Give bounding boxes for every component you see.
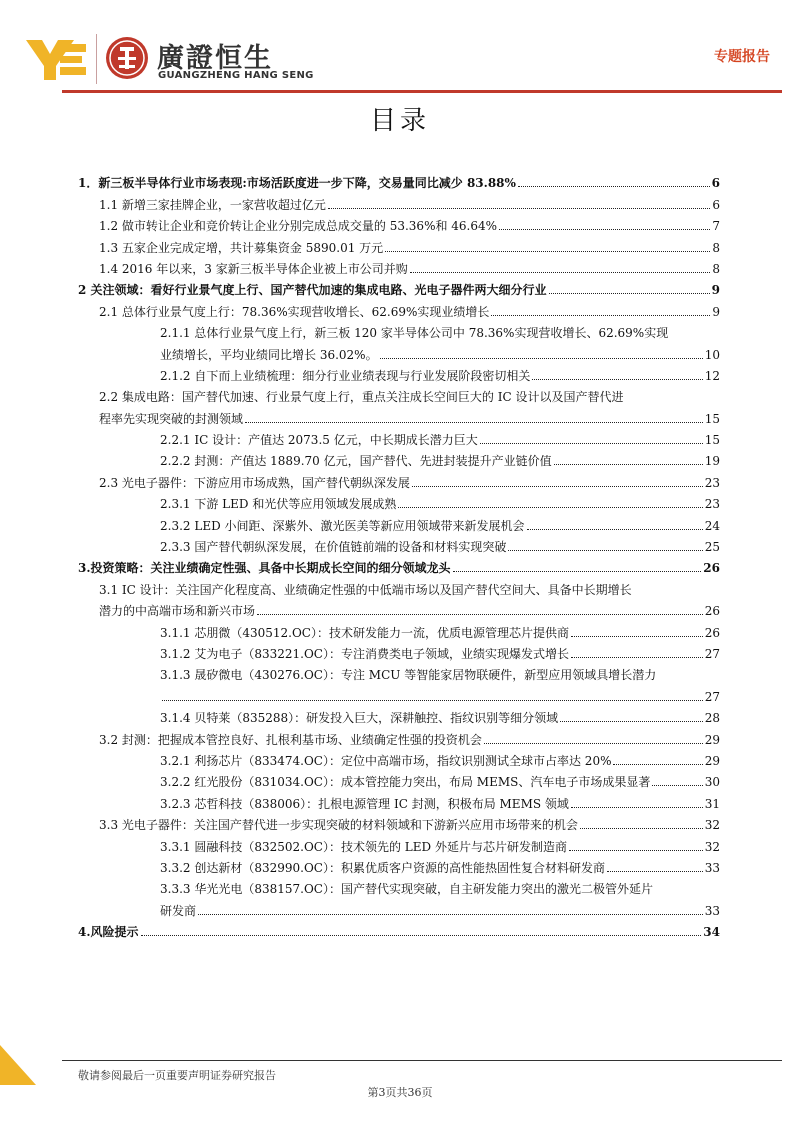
toc-page-number: 9 [711, 283, 720, 298]
toc-leader-dots [385, 251, 710, 252]
toc-entry[interactable] [78, 427, 720, 448]
toc-leader-dots [257, 614, 703, 615]
table-of-contents [78, 170, 720, 940]
toc-leader-dots [580, 828, 703, 829]
toc-leader-dots [532, 379, 702, 380]
toc-page-number: 29 [704, 753, 720, 768]
toc-page-number: 15 [704, 411, 720, 426]
toc-entry-text: 程率先实现突破的封测领域 [99, 411, 244, 426]
toc-leader-dots [453, 571, 702, 572]
toc-leader-dots [571, 636, 703, 637]
toc-page-number: 33 [704, 903, 720, 918]
toc-entry[interactable] [78, 320, 720, 341]
toc-leader-dots [613, 764, 702, 765]
toc-leader-dots [499, 229, 710, 230]
toc-page-number: 15 [704, 433, 720, 448]
toc-leader-dots [412, 486, 703, 487]
toc-page-number: 23 [704, 475, 720, 490]
toc-leader-dots [571, 807, 703, 808]
toc-entry-text: 2.3.2 LED 小间距、深紫外、激光医美等新应用领域带来新发展机会 [160, 518, 525, 533]
toc-entry[interactable] [78, 683, 720, 704]
toc-entry-text: 1.4 2016 年以来，3 家新三板半导体企业被上市公司并购 [99, 261, 408, 276]
toc-entry[interactable] [78, 790, 720, 811]
toc-page-number: 30 [704, 775, 720, 790]
toc-page-number: 26 [704, 625, 720, 640]
toc-leader-dots [518, 186, 710, 187]
toc-entry-text: 潜力的中高端市场和新兴市场 [99, 604, 256, 619]
toc-leader-dots [569, 850, 703, 851]
toc-entry-text: 2.1 总体行业景气度上行：78.36%实现营收增长、62.69%实现业绩增长 [99, 304, 490, 319]
toc-entry[interactable] [78, 448, 720, 469]
toc-page-number: 10 [704, 347, 720, 362]
toc-page-number: 29 [704, 732, 720, 747]
toc-entry[interactable] [78, 341, 720, 362]
toc-leader-dots [245, 422, 703, 423]
toc-entry-text: 3.2 封测：把握成本管控良好、扎根利基市场、业绩确定性强的投资机会 [99, 732, 482, 747]
toc-entry-text: 3.1.3 晟矽微电（430276.OC）：专注 MCU 等智能家居物联硬件，新型应用领域具增长潜力 [160, 668, 657, 683]
toc-page-number: 32 [704, 818, 720, 833]
toc-page-number: 34 [703, 925, 720, 940]
toc-entry[interactable] [78, 919, 720, 940]
toc-entry-text: 3.1.1 芯朋微（430512.OC）：技术研发能力一流，优质电源管理芯片提供商 [160, 625, 569, 640]
toc-entry-text: 4.风险提示 [78, 925, 139, 940]
ye-logo-icon [26, 38, 88, 82]
toc-page-number: 23 [704, 497, 720, 512]
toc-leader-dots [328, 208, 710, 209]
toc-entry-text: 2.1.1 总体行业景气度上行，新三板 120 家半导体公司中 78.36%实现营收增长、62.69%实现 [160, 326, 669, 341]
toc-entry-text: 2.1.2 自下而上业绩梳理：细分行业业绩表现与行业发展阶段密切相关 [160, 368, 531, 383]
toc-entry[interactable] [78, 855, 720, 876]
toc-page-number: 27 [704, 646, 720, 661]
toc-leader-dots [162, 700, 703, 701]
toc-entry-text: 2.2.2 封测：产值达 1889.70 亿元，国产替代、先进封装提升产业链价值 [160, 454, 552, 469]
toc-leader-dots [652, 785, 702, 786]
toc-entry[interactable] [78, 256, 720, 277]
toc-leader-dots [380, 358, 703, 359]
toc-page-number: 9 [712, 304, 720, 319]
toc-entry[interactable] [78, 769, 720, 790]
report-type-label: 专题报告 [714, 49, 770, 65]
toc-entry-text: 3.3 光电子器件：关注国产替代进一步实现突破的材料领域和下游新兴应用市场带来的机会 [99, 818, 578, 833]
toc-entry[interactable] [78, 598, 720, 619]
toc-entry-text: 2.3.3 国产替代朝纵深发展，在价值链前端的设备和材料实现突破 [160, 540, 507, 555]
toc-leader-dots [484, 743, 703, 744]
toc-entry-text: 2.3.1 下游 LED 和光伏等应用领域发展成熟 [160, 497, 397, 512]
toc-entry[interactable] [78, 748, 720, 769]
toc-leader-dots [491, 315, 710, 316]
toc-page-number: 12 [704, 368, 720, 383]
toc-entry[interactable] [78, 555, 720, 576]
toc-entry[interactable] [78, 298, 720, 319]
toc-entry-text: 研发商 [160, 903, 197, 918]
toc-page-number: 24 [704, 518, 720, 533]
toc-entry[interactable] [78, 876, 720, 897]
toc-entry-text: 3.1.4 贝特莱（835288）：研发投入巨大，深耕触控、指纹识别等细分领域 [160, 711, 559, 726]
toc-entry-text: 1.1 新增三家挂牌企业，一家营收超过亿元 [99, 197, 326, 212]
toc-entry[interactable] [78, 191, 720, 212]
toc-page-number: 27 [704, 689, 720, 704]
page-title: 目录 [369, 106, 430, 136]
toc-entry[interactable] [78, 662, 720, 683]
toc-entry[interactable] [78, 469, 720, 490]
toc-entry-text: 1．新三板半导体行业市场表现:市场活跃度进一步下降，交易量同比减少 83.88% [78, 176, 516, 191]
header-divider [62, 90, 782, 93]
toc-leader-dots [198, 914, 703, 915]
toc-leader-dots [527, 529, 703, 530]
toc-entry[interactable] [78, 363, 720, 384]
toc-page-number: 26 [704, 604, 720, 619]
toc-entry[interactable] [78, 812, 720, 833]
toc-leader-dots [410, 272, 711, 273]
brand-name-en: GUANGZHENG HANG SENG [158, 70, 314, 81]
toc-entry[interactable] [78, 512, 720, 533]
toc-page-number: 25 [704, 540, 720, 555]
toc-entry[interactable] [78, 534, 720, 555]
toc-entry[interactable] [78, 277, 720, 298]
toc-leader-dots [549, 293, 710, 294]
toc-page-number: 31 [704, 796, 720, 811]
toc-page-number: 26 [703, 561, 720, 576]
toc-entry-text: 2.2 集成电路：国产替代加速、行业景气度上行，重点关注成长空间巨大的 IC 设计以及国产替代进 [99, 390, 624, 405]
toc-entry-text: 3.2.3 芯哲科技（838006）：扎根电源管理 IC 封测，积极布局 MEMS 领域 [160, 796, 569, 811]
toc-entry-text: 3.3.2 创达新材（832990.OC）：积累优质客户资源的高性能热固性复合材料研发商 [160, 860, 605, 875]
toc-entry[interactable] [78, 384, 720, 405]
toc-entry[interactable] [78, 491, 720, 512]
toc-entry[interactable] [78, 833, 720, 854]
seal-logo-icon [104, 35, 150, 81]
toc-entry[interactable] [78, 726, 720, 747]
toc-entry-text: 3.1 IC 设计：关注国产化程度高、业绩确定性强的中低端市场以及国产替代空间大、具备中长期增长 [99, 582, 632, 597]
footer-divider [62, 1060, 782, 1061]
toc-page-number: 7 [712, 219, 720, 234]
page-number: 第3页共36页 [367, 1086, 433, 1099]
toc-entry[interactable] [78, 897, 720, 918]
footer-disclaimer: 敬请参阅最后一页重要声明证券研究报告 [78, 1069, 276, 1082]
toc-page-number: 8 [712, 261, 720, 276]
toc-leader-dots [480, 443, 703, 444]
toc-entry-text: 3.2.2 红光股份（831034.OC）：成本管控能力突出，布局 MEMS、汽车电子市场成果显著 [160, 775, 651, 790]
toc-entry-text: 3.1.2 艾为电子（833221.OC）：专注消费类电子领域，业绩实现爆发式增长 [160, 646, 569, 661]
toc-leader-dots [554, 464, 703, 465]
toc-entry-text: 1.3 五家企业完成定增，共计募集资金 5890.01 万元 [99, 240, 384, 255]
toc-leader-dots [508, 550, 702, 551]
toc-entry-text: 2 关注领域：看好行业景气度上行、国产替代加速的集成电路、光电子器件两大细分行业 [78, 283, 547, 298]
toc-entry[interactable] [78, 576, 720, 597]
toc-entry-text: 3.投资策略：关注业绩确定性强、具备中长期成长空间的细分领域龙头 [78, 561, 451, 576]
corner-triangle-icon [0, 1045, 36, 1085]
toc-entry[interactable] [78, 170, 720, 191]
toc-entry-text: 3.3.1 圆融科技（832502.OC）：技术领先的 LED 外延片与芯片研发制造商 [160, 839, 567, 854]
toc-page-number: 19 [704, 454, 720, 469]
toc-entry-text: 2.3 光电子器件：下游应用市场成熟，国产替代朝纵深发展 [99, 475, 410, 490]
toc-entry-text: 2.2.1 IC 设计：产值达 2073.5 亿元，中长期成长潜力巨大 [160, 433, 478, 448]
toc-entry[interactable] [78, 405, 720, 426]
toc-entry[interactable] [78, 619, 720, 640]
toc-entry[interactable] [78, 213, 720, 234]
toc-entry-text: 3.3.3 华光光电（838157.OC）：国产替代实现突破，自主研发能力突出的激光二极管外延片 [160, 882, 653, 897]
toc-page-number: 6 [711, 176, 720, 191]
logo-separator [96, 34, 97, 84]
toc-page-number: 32 [704, 839, 720, 854]
toc-page-number: 28 [704, 711, 720, 726]
brand-name-cn: 廣證恒生 [157, 43, 273, 74]
toc-leader-dots [398, 507, 702, 508]
toc-entry[interactable] [78, 705, 720, 726]
toc-entry[interactable] [78, 641, 720, 662]
toc-page-number: 8 [712, 240, 720, 255]
toc-entry-text: 业绩增长，平均业绩同比增长 36.02%。 [160, 347, 378, 362]
toc-entry[interactable] [78, 234, 720, 255]
toc-page-number: 33 [704, 860, 720, 875]
toc-page-number: 6 [712, 197, 720, 212]
toc-leader-dots [607, 871, 703, 872]
toc-entry-text: 1.2 做市转让企业和竞价转让企业分别完成总成交量的 53.36%和 46.64% [99, 219, 498, 234]
toc-leader-dots [560, 721, 703, 722]
toc-leader-dots [571, 657, 703, 658]
toc-leader-dots [141, 935, 702, 936]
toc-entry-text: 3.2.1 利扬芯片（833474.OC）：定位中高端市场，指纹识别测试全球市占率达 20% [160, 753, 612, 768]
